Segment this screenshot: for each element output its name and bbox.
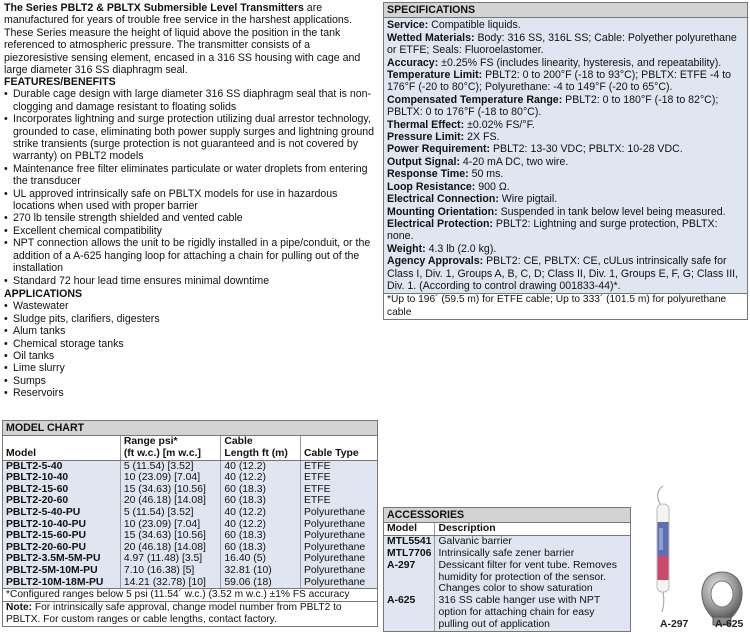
table-row xyxy=(3,519,377,531)
range-cell: 20 (46.18) [14.08] xyxy=(120,495,221,507)
spec-label: Mounting Orientation: xyxy=(387,205,498,218)
cable-type-cell: Polyurethane xyxy=(303,553,366,565)
column-header xyxy=(3,436,120,460)
spec-label: Agency Approvals: xyxy=(387,255,484,268)
intro-paragraph xyxy=(4,2,376,76)
model-cell: PBLT2-15-60-PU xyxy=(3,530,120,542)
column-header xyxy=(221,436,301,460)
range-cell: 10 (23.09) [7.04] xyxy=(120,472,221,484)
model-chart-note xyxy=(3,601,377,626)
length-cell: 40 (12.2) xyxy=(221,519,301,531)
range-cell: 5 (11.54) [3.52] xyxy=(120,460,221,472)
accessory-model: MTL7706 xyxy=(384,548,435,560)
spec-value: Wire pigtail. xyxy=(498,193,558,206)
specifications-body xyxy=(384,18,747,293)
spec-value: PBLT2: CE, PBLTX: CE, cULus intrinsically safe for Class I, Div. 1, Groups A, B, C, D; Class II, Div. 1, Groups E, F, G; Class III, Div. 1. (According to control drawing 001833-44)*. xyxy=(387,255,739,292)
model-cell: PBLT2-15-60 xyxy=(3,484,120,496)
column-header: Model xyxy=(384,523,435,535)
spec-value: PBLT2: 0 to 180°F (-18 to 82°C); PBLTX: 0 to 176°F (-18 to 80°C). xyxy=(387,93,719,119)
application-item: • Oil tanks xyxy=(4,350,376,362)
spec-value: PBLT2: 0 to 200°F (-18 to 93°C); PBLTX: ETFE -4 to 176°F (-20 to 80°C); Polyurethane: -4 to 149°F (-20 to 65°C). xyxy=(387,69,732,94)
note-label: Note: xyxy=(6,601,33,613)
spec-row xyxy=(387,94,744,119)
length-cell: 40 (12.2) xyxy=(221,507,301,519)
model-cell: PBLT2-10M-18M-PU xyxy=(3,577,120,589)
spec-row xyxy=(387,57,744,69)
model-cell: PBLT2-10-40 xyxy=(3,472,120,484)
specifications-box xyxy=(383,2,748,320)
length-cell: 60 (18.3) xyxy=(221,484,301,496)
desiccant-filter-image xyxy=(648,484,678,614)
table-header-row xyxy=(384,523,630,535)
feature-item: • Excellent chemical compatibility xyxy=(4,225,376,237)
spec-label: Thermal Effect: xyxy=(387,118,465,131)
spec-value: PBLT2: 13-30 VDC; PBLTX: 10-28 VDC. xyxy=(490,143,683,156)
column-header-line1: Cable xyxy=(224,436,253,448)
range-cell: 20 (46.18) [14.08] xyxy=(120,542,221,554)
spec-row xyxy=(387,181,744,193)
spec-row xyxy=(387,131,744,143)
spec-label: Temperature Limit: xyxy=(387,69,483,82)
length-cell: 32.81 (10) xyxy=(221,565,301,577)
spec-value: 4.3 lb (2.0 kg). xyxy=(425,242,497,255)
model-cell: PBLT2-20-60-PU xyxy=(3,542,120,554)
accessories-heading: ACCESSORIES xyxy=(384,508,630,523)
spec-row xyxy=(387,218,744,243)
spec-label: Power Requirement: xyxy=(387,143,491,156)
table-row xyxy=(384,560,630,595)
spec-label: Response Time: xyxy=(387,168,469,181)
cable-type-cell: ETFE xyxy=(303,460,331,472)
spec-value: ±0.02% FS/°F. xyxy=(464,118,535,131)
application-item: • Wastewater xyxy=(4,300,376,312)
cable-type-cell: Polyurethane xyxy=(303,518,366,530)
spec-value: Compatible liquids. xyxy=(428,19,521,32)
table-row xyxy=(3,542,377,554)
feature-item: • UL approved intrinsically safe on PBLTX models for use in hazardous locations when used with proper barrier xyxy=(4,188,376,213)
table-row xyxy=(3,460,377,472)
accessory-description: Dessicant filter for vent tube. Removes humidity for protection of the sensor. Changes color to show saturation xyxy=(438,559,617,595)
range-cell: 15 (34.63) [10.56] xyxy=(120,530,221,542)
range-cell: 7.10 (16.38) [5] xyxy=(120,565,221,577)
length-cell: 40 (12.2) xyxy=(221,460,301,472)
spec-label: Loop Resistance: xyxy=(387,180,476,193)
spec-value: Body: 316 SS, 316L SS; Cable: Polyether polyurethane or ETFE; Seals: Fluoroelastomer. xyxy=(387,31,737,57)
cable-type-cell: Polyurethane xyxy=(303,541,366,553)
table-row xyxy=(3,530,377,542)
spec-row xyxy=(387,32,744,57)
application-item: • Sludge pits, clarifiers, digesters xyxy=(4,313,376,325)
features-section xyxy=(4,76,376,287)
table-header-row xyxy=(3,436,377,460)
features-heading: FEATURES/BENEFITS xyxy=(4,76,116,88)
cable-type-cell: Polyurethane xyxy=(303,506,366,518)
feature-item: • NPT connection allows the unit to be rigidly installed in a pipe/conduit, or the addition of a A-625 hanging loop for attaching a chain for pulling out of the installation xyxy=(4,237,376,274)
cable-type-cell: ETFE xyxy=(303,495,331,507)
spec-label: Wetted Materials: xyxy=(387,31,475,44)
spec-row xyxy=(387,143,744,155)
hanger-image-label: A-625 xyxy=(715,619,744,630)
feature-item: • Durable cage design with large diameter 316 SS diaphragm seal that is non-clogging and damage resistant to floating solids xyxy=(4,88,376,113)
accessory-description: 316 SS cable hanger use with NPT option for attaching chain for easy pulling out of application xyxy=(438,595,601,630)
spec-row xyxy=(387,243,744,255)
spec-row xyxy=(387,255,744,292)
column-header xyxy=(300,436,377,460)
spec-label: Output Signal: xyxy=(387,155,460,168)
application-item: • Lime slurry xyxy=(4,362,376,374)
table-row xyxy=(384,536,630,548)
application-item: • Sumps xyxy=(4,375,376,387)
table-row xyxy=(3,507,377,519)
range-cell: 10 (23.09) [7.04] xyxy=(120,519,221,531)
cable-type-cell: ETFE xyxy=(303,472,331,484)
cable-type-cell: Polyurethane xyxy=(303,576,366,588)
length-cell: 60 (18.3) xyxy=(221,542,301,554)
length-cell: 59.06 (18) xyxy=(221,577,301,589)
spec-row xyxy=(387,193,744,205)
range-cell: 5 (11.54) [3.52] xyxy=(120,507,221,519)
cable-type-cell: Polyurethane xyxy=(303,564,366,576)
model-cell: PBLT2-20-60 xyxy=(3,495,120,507)
spec-value: 2X FS. xyxy=(464,131,500,144)
model-cell: PBLT2-10-40-PU xyxy=(3,519,120,531)
model-cell: PBLT2-5-40-PU xyxy=(3,507,120,519)
column-header-line2: Cable Type xyxy=(303,448,359,459)
feature-item: • Incorporates lightning and surge protection utilizing dual arrestor technology, grounded to case, eliminating both power supply surges and lightning ground strike transients (surge protection is not guaranteed and is not covered by warranty) on PBLT2 models xyxy=(4,113,376,163)
spec-value: Suspended in tank below level being measured. xyxy=(497,205,726,218)
range-cell: 15 (34.63) [10.56] xyxy=(120,484,221,496)
table-row xyxy=(384,548,630,560)
range-cell: 14.21 (32.78) [10] xyxy=(120,577,221,589)
accessory-description: Galvanic barrier xyxy=(438,536,512,548)
feature-item: • 270 lb tensile strength shielded and vented cable xyxy=(4,212,376,224)
column-header xyxy=(120,436,221,460)
spec-row xyxy=(387,168,744,180)
table-row xyxy=(3,484,377,496)
table-row xyxy=(3,577,377,589)
spec-label: Service: xyxy=(387,19,429,32)
features-list xyxy=(4,88,376,287)
cable-hanger-image xyxy=(699,570,745,626)
feature-item: • Maintenance free filter eliminates particulate or water droplets from entering the transducer xyxy=(4,163,376,188)
length-cell: 40 (12.2) xyxy=(221,472,301,484)
intro-text: are manufactured for years of trouble free service in the harshest applications. These Series measure the height of liquid above the position in the tank referenced to atmospheric pressure. The transmitter consists of a piezoresistive sensing element, encased in a 316 SS housing with cage and large diameter 316 SS diaphragm seal. xyxy=(4,2,361,77)
accessories-table xyxy=(384,523,630,630)
spec-value: ±0.25% FS (includes linearity, hysteresis, and repeatability). xyxy=(438,56,722,69)
feature-item: • Standard 72 hour lead time ensures minimal downtime xyxy=(4,275,376,287)
accessories-box xyxy=(383,507,631,632)
column-header: Description xyxy=(435,523,630,535)
column-header-line1: Range psi* xyxy=(123,436,178,448)
column-header-line2: Model xyxy=(6,448,37,459)
applications-section xyxy=(4,288,376,400)
application-item: • Reservoirs xyxy=(4,387,376,399)
application-item: • Chemical storage tanks xyxy=(4,338,376,350)
accessory-model: A-625 xyxy=(384,595,435,630)
spec-value: PBLT2: Lightning and surge protection, PBLTX: none. xyxy=(387,217,718,243)
application-item: • Alum tanks xyxy=(4,325,376,337)
spec-row xyxy=(387,19,744,31)
column-header-line2: (ft w.c.) [m w.c.] xyxy=(123,448,201,459)
column-header-line2: Length ft (m) xyxy=(224,448,288,459)
spec-value: 4-20 mA DC, two wire. xyxy=(459,155,569,168)
table-row xyxy=(3,495,377,507)
model-chart-heading: MODEL CHART xyxy=(3,421,377,436)
spec-label: Compensated Temperature Range: xyxy=(387,93,563,106)
spec-value: 900 Ω. xyxy=(475,180,510,193)
accessory-model: A-297 xyxy=(384,560,435,595)
specifications-heading: SPECIFICATIONS xyxy=(384,3,747,18)
table-row xyxy=(384,595,630,630)
table-row xyxy=(3,472,377,484)
spec-label: Electrical Protection: xyxy=(387,217,493,230)
spec-label: Accuracy: xyxy=(387,56,439,69)
model-chart xyxy=(2,420,378,627)
model-cell: PBLT2-3.5M-5M-PU xyxy=(3,553,120,565)
applications-list xyxy=(4,300,376,399)
length-cell: 60 (18.3) xyxy=(221,495,301,507)
accessory-model: MTL5541 xyxy=(384,536,435,548)
spec-row xyxy=(387,119,744,131)
spec-row xyxy=(387,156,744,168)
note-text: For intrinsically safe approval, change model number from PBLT2 to PBLTX. For custom ranges or cable lengths, contact factory. xyxy=(6,601,342,625)
spec-label: Pressure Limit: xyxy=(387,131,465,144)
specifications-footnote: *Up to 196´ (59.5 m) for ETFE cable; Up to 333´ (101.5 m) for polyurethane cable xyxy=(384,293,747,319)
spec-label: Electrical Connection: xyxy=(387,193,499,206)
filter-image-label: A-297 xyxy=(660,619,689,630)
length-cell: 60 (18.3) xyxy=(221,530,301,542)
applications-heading: APPLICATIONS xyxy=(4,288,83,300)
model-cell: PBLT2-5-40 xyxy=(3,460,120,472)
model-chart-footnote: *Configured ranges below 5 psi (11.54´ w.c.) (3.52 m w.c.) ±1% FS accuracy xyxy=(3,588,377,601)
intro-title: The Series PBLT2 & PBLTX Submersible Level Transmitters xyxy=(4,2,304,14)
spec-row xyxy=(387,206,744,218)
table-row xyxy=(3,565,377,577)
spec-row xyxy=(387,69,744,94)
accessory-description: Intrinsically safe zener barrier xyxy=(438,548,575,559)
model-chart-table xyxy=(3,436,377,588)
spec-value: 50 ms. xyxy=(468,168,504,181)
table-row xyxy=(3,553,377,565)
spec-label: Weight: xyxy=(387,242,426,255)
range-cell: 4.97 (11.48) [3.5] xyxy=(120,553,221,565)
cable-type-cell: Polyurethane xyxy=(303,530,366,542)
length-cell: 16.40 (5) xyxy=(221,553,301,565)
model-cell: PBLT2-5M-10M-PU xyxy=(3,565,120,577)
cable-type-cell: ETFE xyxy=(303,483,331,495)
